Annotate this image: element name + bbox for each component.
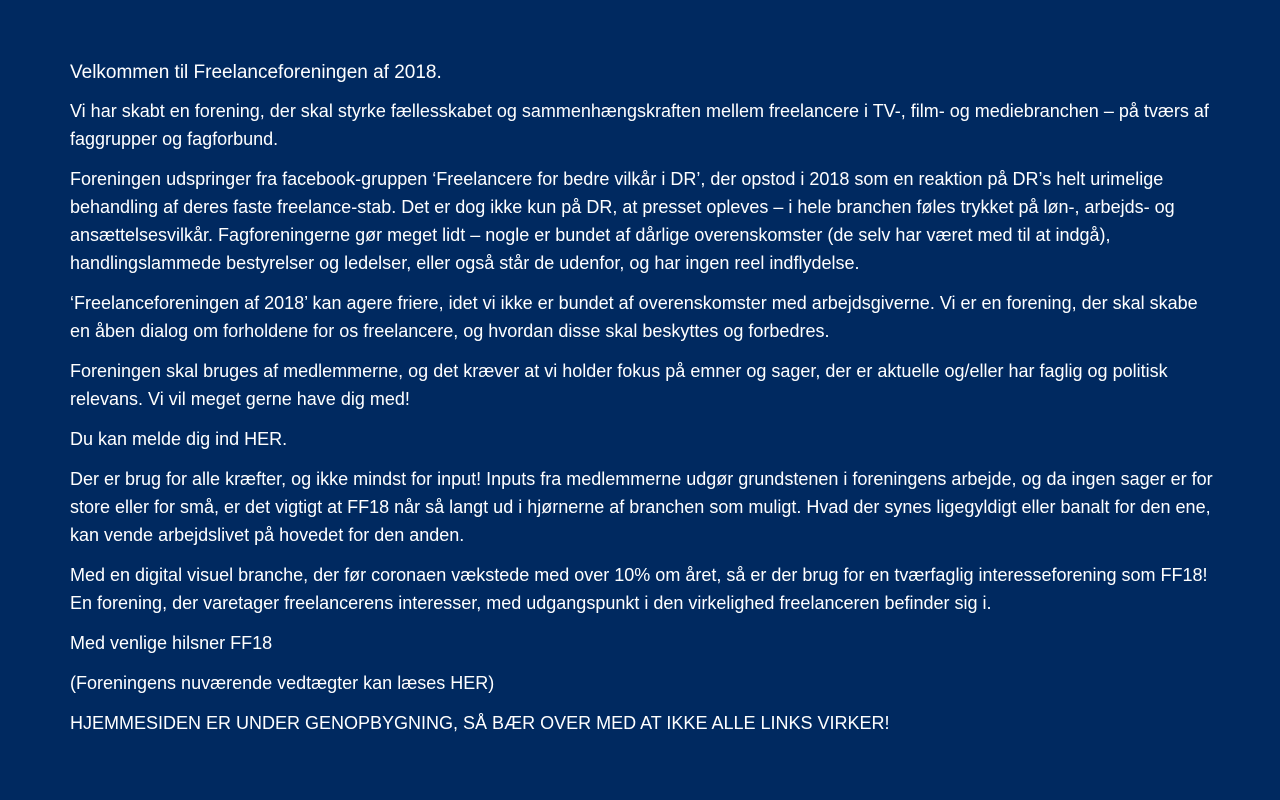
- join-text: Du kan melde dig ind: [70, 429, 245, 449]
- greeting: Med venlige hilsner FF18: [70, 633, 273, 653]
- intro-paragraph: Vi har skabt en forening, der skal styrke fællesskabet og sammenhængskraften mellem freelancere i TV-, film- og mediebranchen – på tværs af faggrupper og fagforbund.: [70, 101, 1209, 149]
- bylaws-link[interactable]: HER: [450, 673, 489, 693]
- join-link[interactable]: HER: [244, 429, 283, 449]
- input-paragraph: Der er brug for alle kræfter, og ikke mindst for input! Inputs fra medlemmerne udgør grundstenen i foreningens arbejde, og da ingen sager er for store eller for små, er det vigtigt at FF18 når så langt ud i hjørnerne af branchen som muligt. Hvad der synes ligegyldigt eller banalt for den ene, kan vende arbejdslivet på hovedet for den anden.: [70, 469, 1213, 545]
- industry-paragraph: Med en digital visuel branche, der før coronaen vækstede med over 10% om året, så er der brug for en tværfaglig interesseforening som FF18! En forening, der varetager freelancerens interesser, med udgangspunkt i den virkelighed freelanceren befinder sig i.: [70, 565, 1208, 613]
- join-suffix: .: [282, 429, 288, 449]
- rebuild-notice: HJEMMESIDEN ER UNDER GENOPBYGNING, SÅ BÆR OVER MED AT IKKE ALLE LINKS VIRKER!: [70, 713, 890, 733]
- join-paragraph: [70, 425, 1215, 453]
- bylaws-text: (Foreningens nuværende vedtægter kan læses: [70, 673, 451, 693]
- membership-paragraph: Foreningen skal bruges af medlemmerne, og det kræver at vi holder fokus på emner og sager, der er aktuelle og/eller har faglig og politisk relevans. Vi vil meget gerne have dig med!: [70, 361, 1168, 409]
- main-content: [70, 59, 1215, 749]
- bylaws-paragraph: [70, 669, 1215, 697]
- bylaws-suffix: ): [488, 673, 495, 693]
- origin-paragraph: Foreningen udspringer fra facebook-gruppen ‘Freelancere for bedre vilkår i DR’, der opstod i 2018 som en reaktion på DR’s helt urimelige behandling af deres faste freelance-stab. Det er dog ikke kun på DR, at presset opleves – i hele branchen føles trykket på løn-, arbejds- og ansættelsesvilkår. Fagforeningerne gør meget lidt – nogle er bundet af dårlige overenskomster (de selv har været med til at indgå), handlingslammede bestyrelser og ledelser, eller også står de udenfor, og har ingen reel indflydelse.: [70, 169, 1175, 273]
- welcome-heading: Velkommen til Freelanceforeningen af 2018.: [70, 62, 442, 83]
- independence-paragraph: ‘Freelanceforeningen af 2018’ kan agere friere, idet vi ikke er bundet af overenskomster med arbejdsgiverne. Vi er en forening, der skal skabe en åben dialog om forholdene for os freelancere, og hvordan disse skal beskyttes og forbedres.: [70, 293, 1198, 341]
